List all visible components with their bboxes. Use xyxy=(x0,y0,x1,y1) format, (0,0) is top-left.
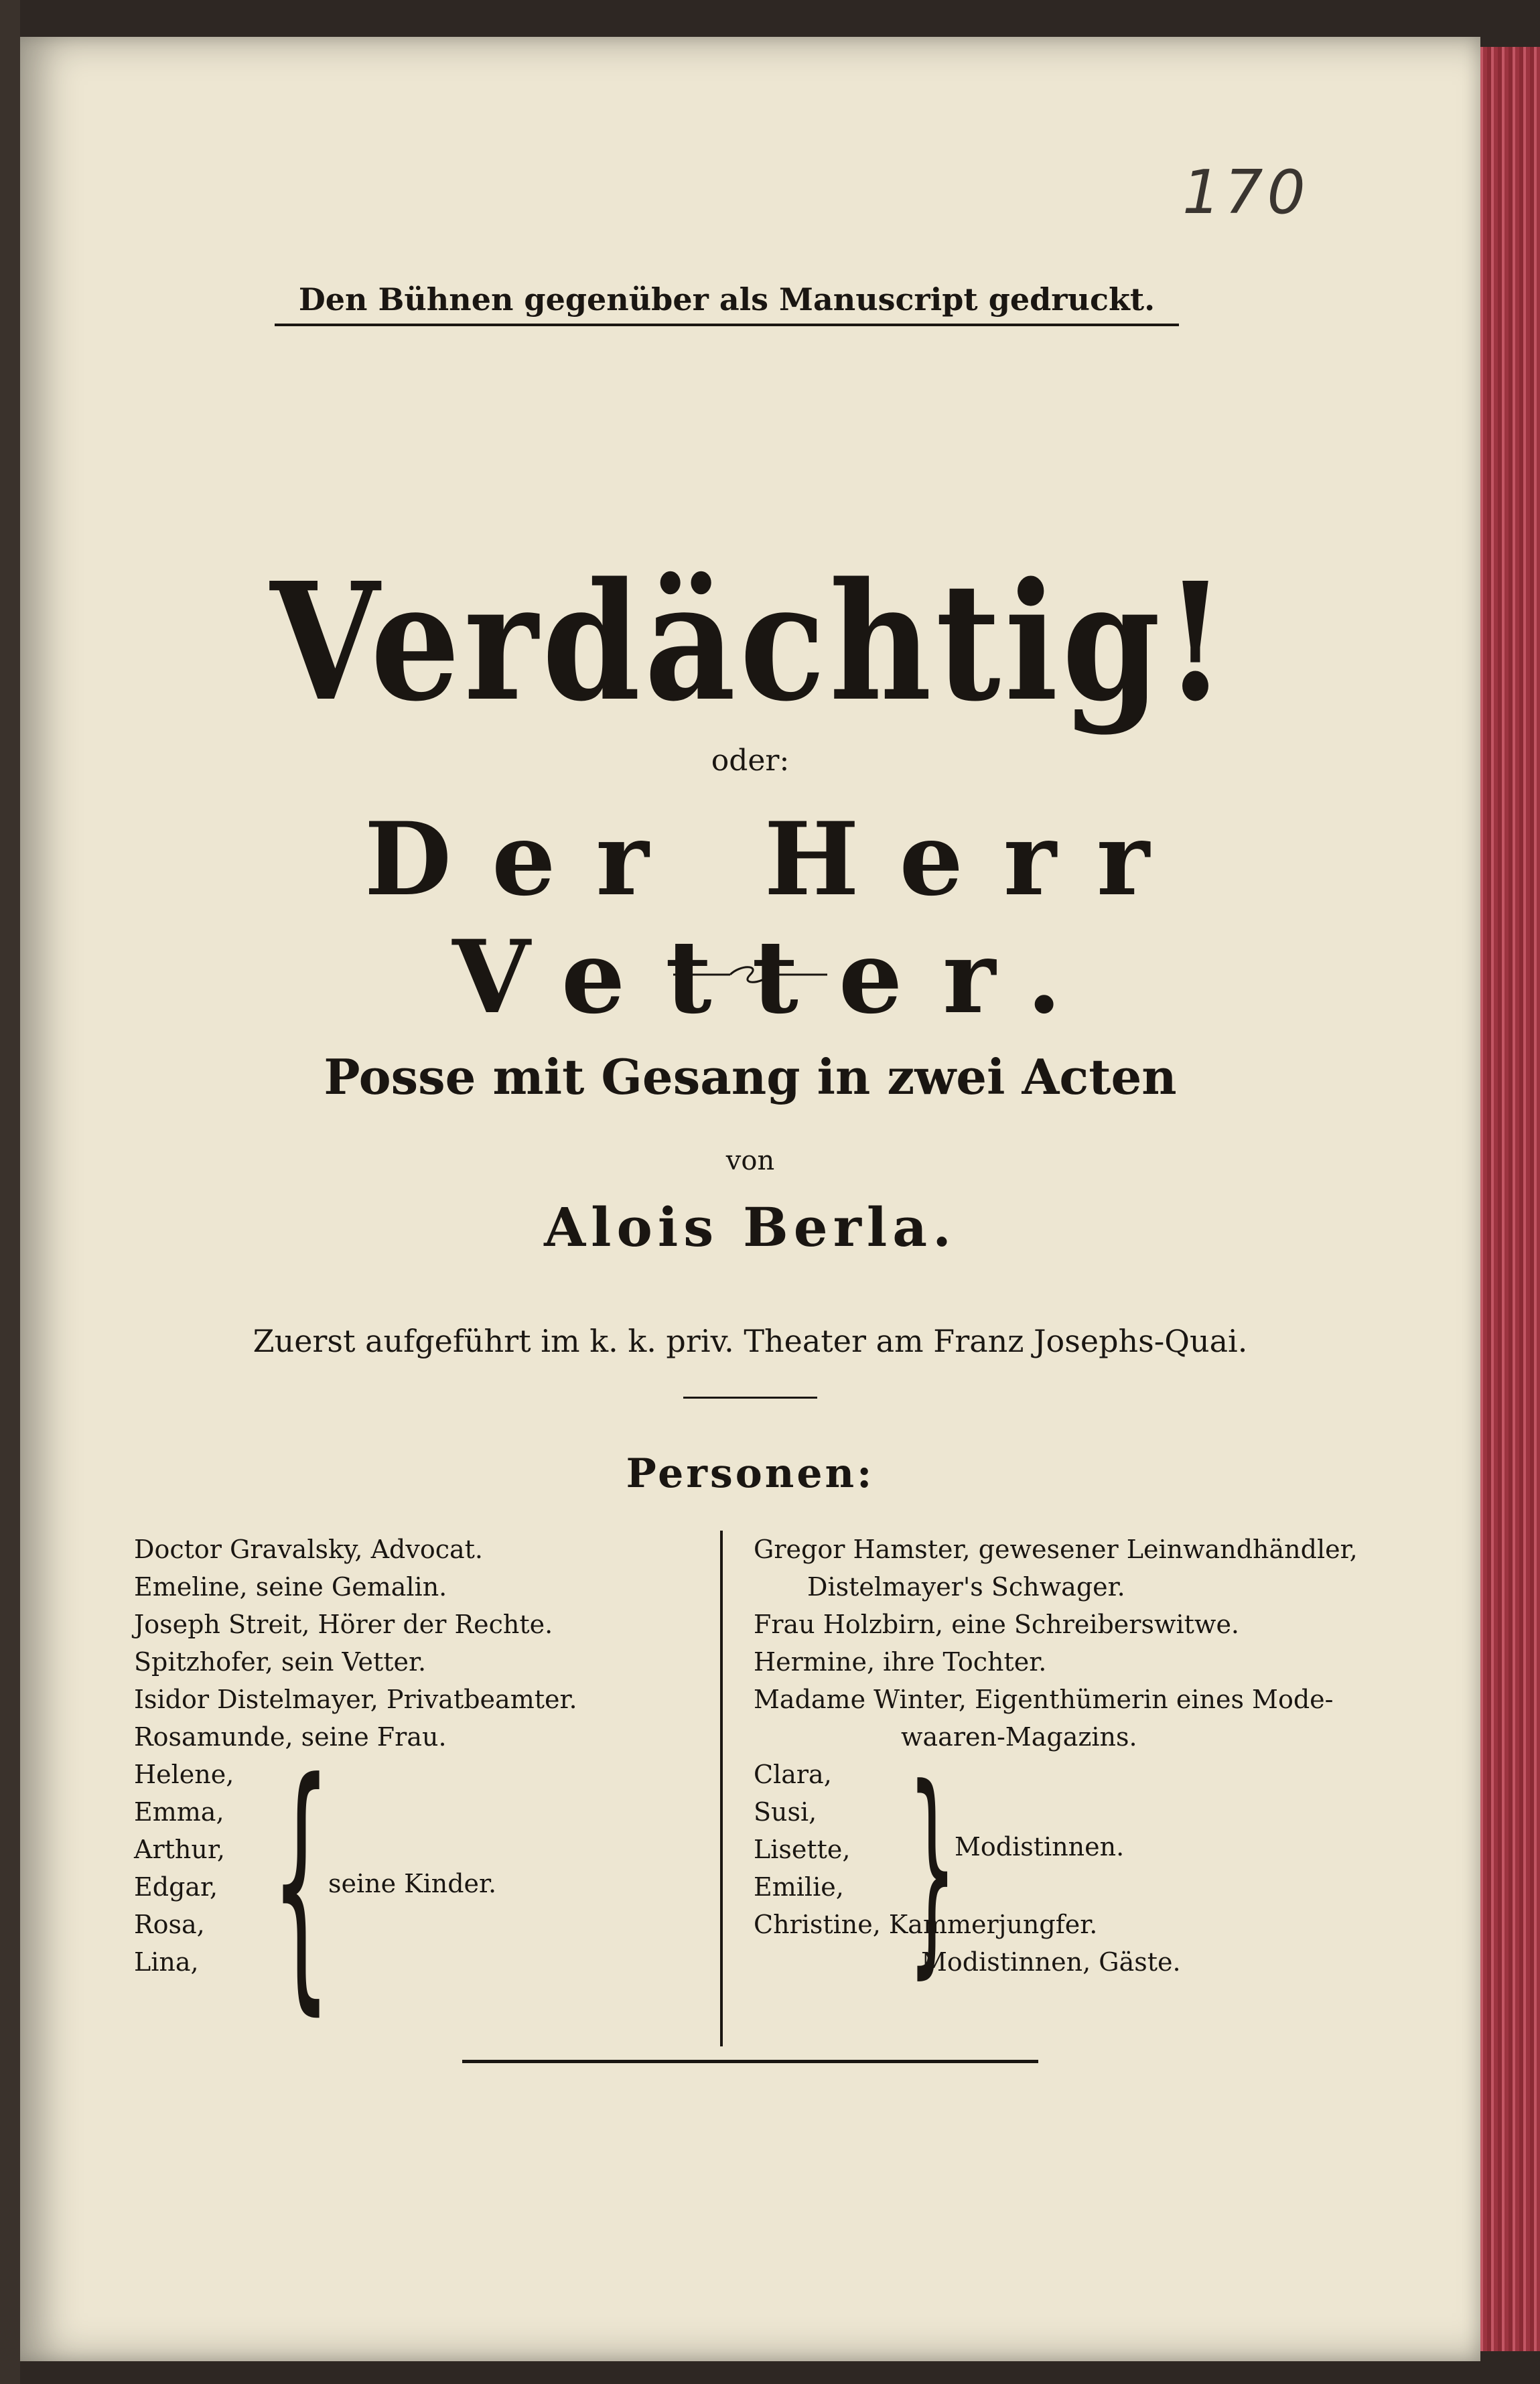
cast-entry: Joseph Streit, Hörer der Rechte. xyxy=(134,1610,553,1639)
cast-entry: Hermine, ihre Tochter. xyxy=(754,1647,1047,1677)
ornament-divider xyxy=(673,965,827,985)
cast-entry: Christine, Kammerjungfer. xyxy=(754,1910,1098,1939)
cast-list-left xyxy=(134,1531,577,1981)
author-name: Alois Berla. xyxy=(544,1196,957,1259)
footer-rule xyxy=(462,2060,1038,2063)
cast-entry: Lina, xyxy=(134,1947,199,1977)
header-rule xyxy=(275,324,1179,326)
cast-entry: Madame Winter, Eigenthümerin eines Mode- xyxy=(754,1685,1334,1714)
brace-icon: } xyxy=(908,1740,957,1997)
von-label: von xyxy=(725,1145,775,1176)
cast-entry: Spitzhofer, sein Vetter. xyxy=(134,1647,427,1677)
short-rule xyxy=(683,1397,817,1399)
premiere-note: Zuerst aufgeführt im k. k. priv. Theater am Franz Josephs-Quai. xyxy=(253,1323,1248,1359)
brace-icon: { xyxy=(271,1726,332,2038)
cast-entry: Helene, xyxy=(134,1760,234,1789)
page-number: 170 xyxy=(1182,157,1310,228)
cast-entry: Distelmayer's Schwager. xyxy=(807,1572,1125,1602)
cast-entry: Doctor Gravalsky, Advocat. xyxy=(134,1535,483,1564)
modistinnen-label: Modistinnen. xyxy=(955,1832,1125,1862)
genre-line: Posse mit Gesang in zwei Acten xyxy=(324,1048,1177,1105)
cast-entry: Clara, xyxy=(754,1760,832,1789)
oder-label: oder: xyxy=(711,744,790,778)
column-divider xyxy=(720,1531,723,2046)
cast-entry: Emma, xyxy=(134,1797,224,1827)
cast-entry: Arthur, xyxy=(134,1835,225,1864)
cast-entry: Gregor Hamster, gewesener Leinwandhändler, xyxy=(754,1535,1358,1564)
book-spine xyxy=(0,0,20,2384)
book-page xyxy=(20,37,1480,2361)
cast-entry: Susi, xyxy=(754,1797,817,1827)
cast-entry: Modistinnen, Gäste. xyxy=(921,1947,1181,1977)
cast-entry: waaren-Magazins. xyxy=(901,1722,1137,1752)
manuscript-note: Den Bühnen gegenüber als Manuscript gedruckt. xyxy=(298,281,1156,318)
cast-entry: Lisette, xyxy=(754,1835,851,1864)
cast-list-right xyxy=(754,1531,1358,1997)
play-title: Verdächtig! xyxy=(270,547,1231,738)
cast-entry: Emeline, seine Gemalin. xyxy=(134,1572,447,1602)
cast-entry: Frau Holzbirn, eine Schreiberswitwe. xyxy=(754,1610,1240,1639)
cast-entry: Rosamunde, seine Frau. xyxy=(134,1722,447,1752)
personen-heading: Personen: xyxy=(626,1450,875,1497)
cast-entry: Emilie, xyxy=(754,1872,844,1902)
play-subtitle: Der Herr Vetter. xyxy=(364,800,1190,1036)
page-edges xyxy=(1476,47,1540,2351)
cast-entry: Edgar, xyxy=(134,1872,218,1902)
cast-entry: Isidor Distelmayer, Privatbeamter. xyxy=(134,1685,577,1714)
children-label: seine Kinder. xyxy=(328,1869,497,1898)
cast-entry: Rosa, xyxy=(134,1910,205,1939)
